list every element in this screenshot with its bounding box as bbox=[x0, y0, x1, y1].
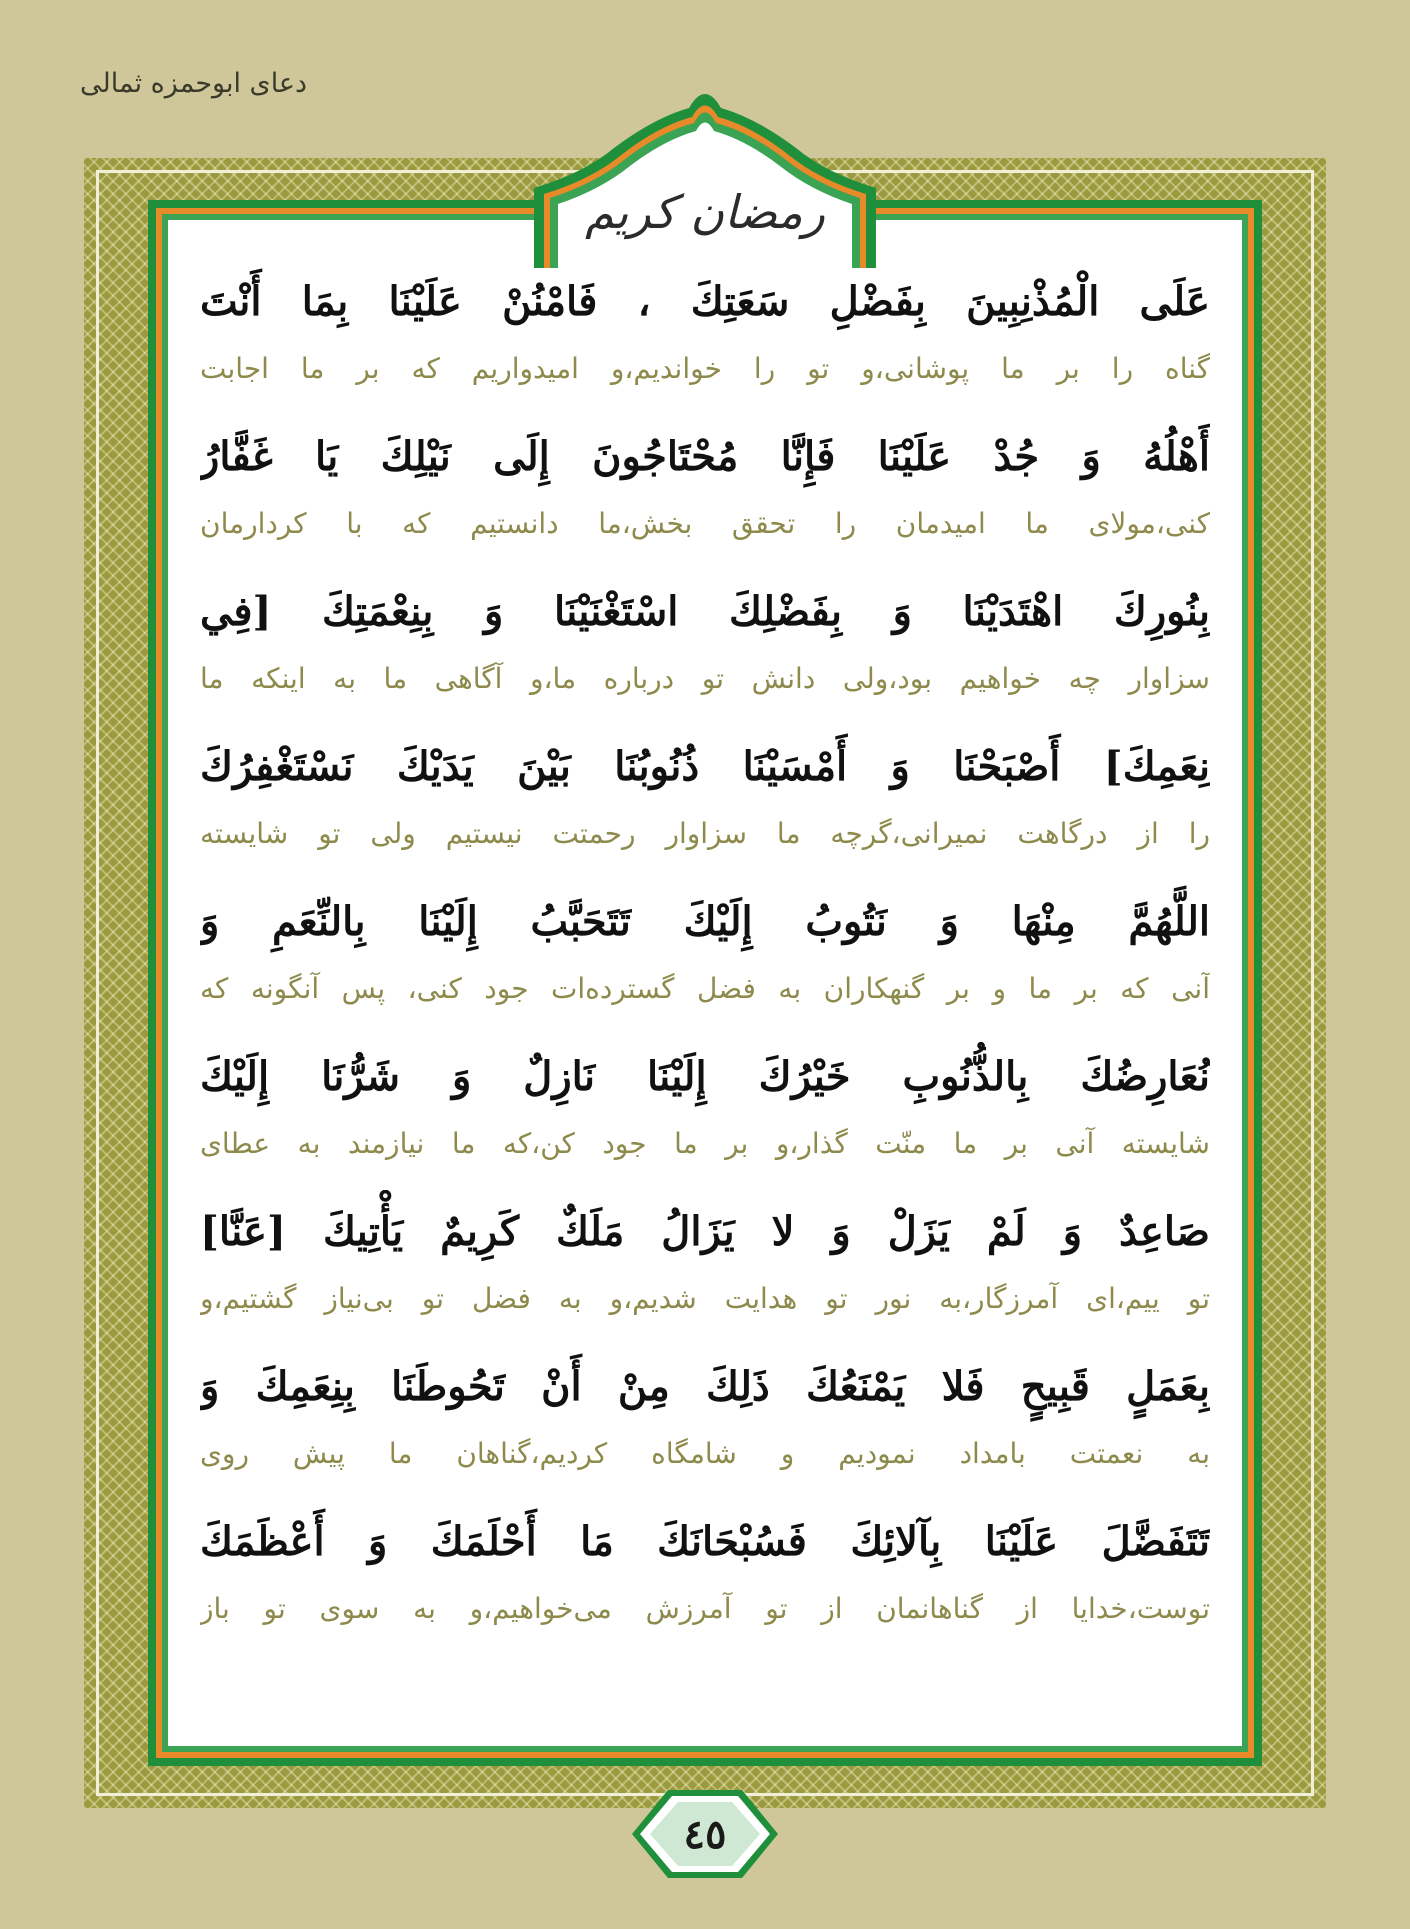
verse-pair bbox=[200, 570, 1210, 725]
verse-pair bbox=[200, 1500, 1210, 1655]
arabic-line: أَهْلُهُ وَ جُدْ عَلَيْنَا فَإِنَّا مُحْتَاجُونَ إِلَى نَيْلِكَ يَا غَفَّارُ bbox=[200, 433, 1210, 480]
verse-pair bbox=[200, 1345, 1210, 1500]
ramadan-kareem-badge bbox=[524, 78, 886, 268]
verse-pair bbox=[200, 1035, 1210, 1190]
prayer-text bbox=[200, 260, 1210, 1680]
arabic-line: تَتَفَضَّلَ عَلَيْنَا بِآلائِكَ فَسُبْحَانَكَ مَا أَحْلَمَكَ وَ أَعْظَمَكَ bbox=[200, 1518, 1210, 1565]
page-number-badge bbox=[628, 1786, 782, 1882]
persian-translation: گناه را بر ما پوشانی،و تو را خواندیم،و امیدواریم که بر ما اجابت bbox=[200, 352, 1210, 385]
arabic-line: بِنُورِكَ اهْتَدَيْنَا وَ بِفَضْلِكَ اسْتَغْنَيْنَا وَ بِنِعْمَتِكَ [فِي bbox=[200, 588, 1210, 635]
persian-translation: آنی که بر ما و بر گنهکاران به فضل گسترده‌ات جود کنی، پس آنگونه که bbox=[200, 972, 1210, 1005]
persian-translation: کنی،مولای ما امیدمان را تحقق بخش،ما دانستیم که با کردارمان bbox=[200, 507, 1210, 540]
verse-pair bbox=[200, 880, 1210, 1035]
verse-pair bbox=[200, 260, 1210, 415]
arabic-line: عَلَى الْمُذْنِبِينَ بِفَضْلِ سَعَتِكَ ، فَامْنُنْ عَلَيْنَا بِمَا أَنْتَ bbox=[200, 278, 1210, 325]
arabic-line: بِعَمَلٍ قَبِيحٍ فَلا يَمْنَعُكَ ذَلِكَ مِنْ أَنْ تَحُوطَنَا بِنِعَمِكَ وَ bbox=[200, 1363, 1210, 1410]
page-number: ٤٥ bbox=[683, 1811, 727, 1858]
badge-text: رمضان کریم bbox=[585, 185, 825, 239]
persian-translation: تو ییم،ای آمرزگار،به نور تو هدایت شدیم،و به فضل تو بی‌نیاز گشتیم،و bbox=[200, 1282, 1210, 1315]
arabic-line: نِعَمِكَ] أَصْبَحْنَا وَ أَمْسَيْنَا ذُنُوبُنَا بَيْنَ يَدَيْكَ نَسْتَغْفِرُكَ bbox=[200, 743, 1210, 790]
verse-pair bbox=[200, 1190, 1210, 1345]
persian-translation: سزاوار چه خواهیم بود،ولی دانش تو درباره ما،و آگاهی ما به اینکه ما bbox=[200, 662, 1210, 695]
persian-translation: شایسته آنی بر ما منّت گذار،و بر ما جود کن،که ما نیازمند به عطای bbox=[200, 1127, 1210, 1160]
persian-translation: به نعمتت بامداد نمودیم و شامگاه کردیم،گناهان ما پیش روی bbox=[200, 1437, 1210, 1470]
verse-pair bbox=[200, 725, 1210, 880]
book-title: دعای ابوحمزه ثمالی bbox=[80, 68, 308, 99]
verse-pair bbox=[200, 415, 1210, 570]
arabic-line: اللَّهُمَّ مِنْهَا وَ نَتُوبُ إِلَيْكَ تَتَحَبَّبُ إِلَيْنَا بِالنِّعَمِ وَ bbox=[200, 898, 1210, 945]
persian-translation: توست،خدایا از گناهانمان از تو آمرزش می‌خواهیم،و به سوی تو باز bbox=[200, 1592, 1210, 1625]
persian-translation: را از درگاهت نمیرانی،گرچه ما سزاوار رحمتت نیستیم ولی تو شایسته bbox=[200, 817, 1210, 850]
arabic-line: صَاعِدٌ وَ لَمْ يَزَلْ وَ لا يَزَالُ مَلَكٌ كَرِيمٌ يَأْتِيكَ [عَنَّا] bbox=[200, 1208, 1210, 1255]
arabic-line: نُعَارِضُكَ بِالذُّنُوبِ خَيْرُكَ إِلَيْنَا نَازِلٌ وَ شَرُّنَا إِلَيْكَ bbox=[200, 1053, 1210, 1100]
